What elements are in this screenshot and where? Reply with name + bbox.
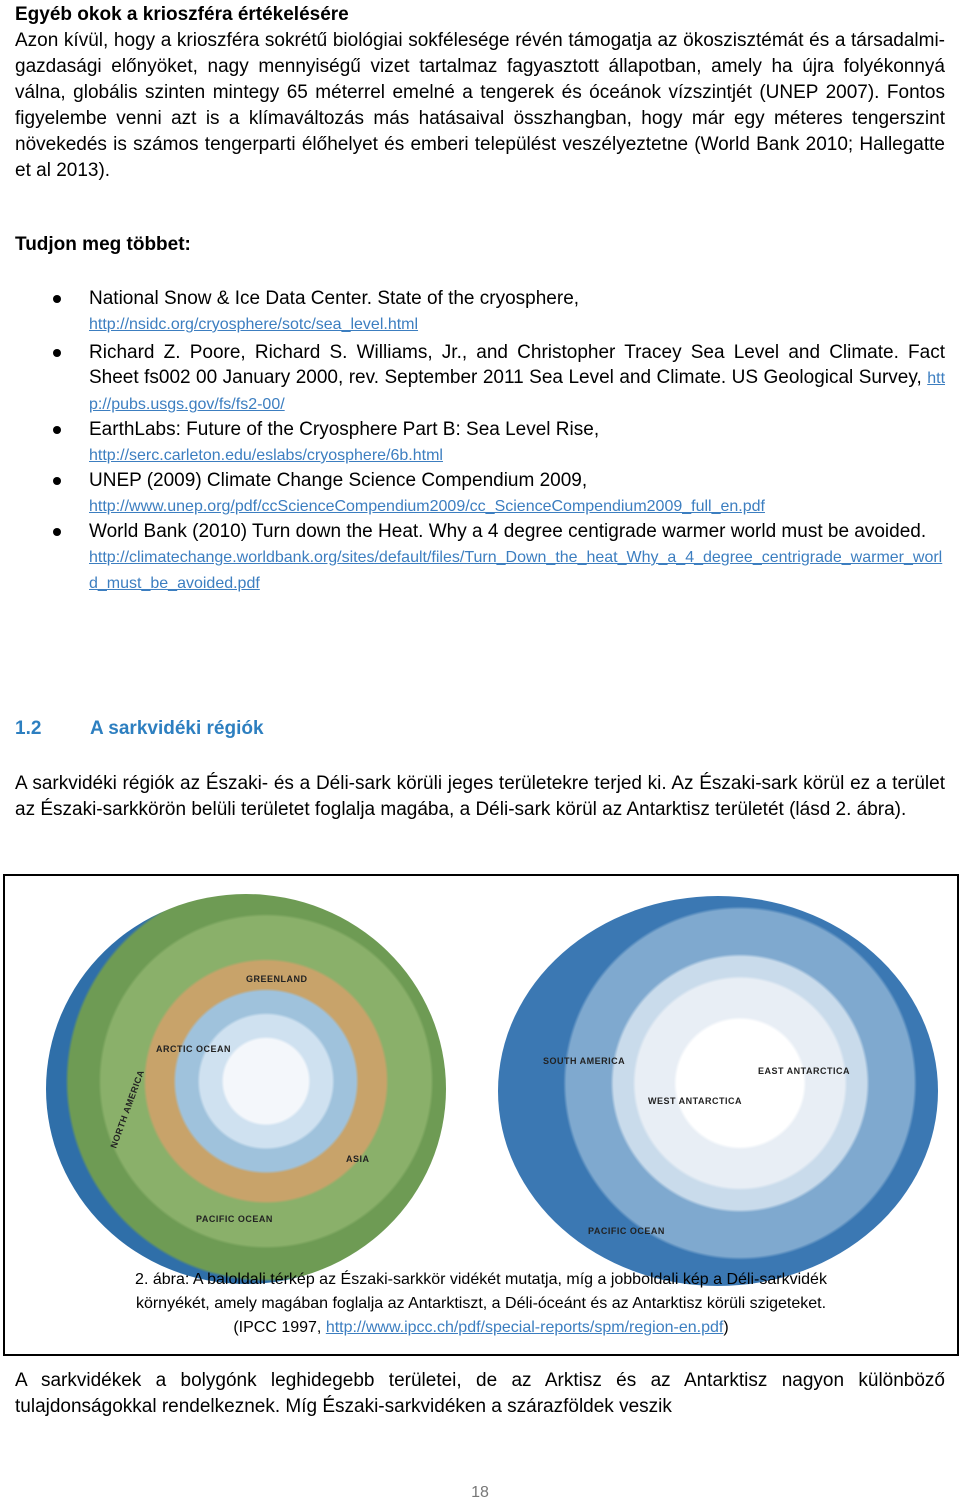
reference-item xyxy=(15,417,945,468)
bullet-icon xyxy=(53,295,61,303)
figure-polar-maps xyxy=(3,874,959,1356)
caption-source-prefix: (IPCC 1997, xyxy=(233,1319,326,1336)
caption-source-suffix: ) xyxy=(723,1319,729,1336)
map-label: EAST ANTARCTICA xyxy=(758,1066,850,1076)
reference-link[interactable]: http://pubs.usgs.gov/fs/fs2-00/ xyxy=(89,370,946,413)
closing-paragraph: A sarkvidékek a bolygónk leghidegebb területei, de az Arktisz és az Antarktisz nagyon különböző tulajdonságokkal rendelkeznek. Míg Északi-sarkvidéken a szárazföldek veszik xyxy=(15,1370,945,1417)
section-heading: Egyéb okok a krioszféra értékelésére xyxy=(15,4,349,25)
reference-item xyxy=(15,468,945,519)
bullet-icon xyxy=(53,349,61,357)
reference-text: UNEP (2009) Climate Change Science Compendium 2009, xyxy=(89,470,588,491)
caption-line: 2. ábra: A baloldali térkép az Északi-sarkkör vidékét mutatja, míg a jobboldali kép a Déli-sarkvidék xyxy=(135,1271,827,1288)
subsection-number: 1.2 xyxy=(15,718,42,739)
map-label: NORTH AMERICA xyxy=(108,1068,147,1150)
reference-item xyxy=(15,519,945,596)
map-label: ASIA xyxy=(346,1154,370,1164)
subsection-title xyxy=(15,718,264,740)
map-label: WEST ANTARCTICA xyxy=(648,1096,742,1106)
figure-caption xyxy=(5,1268,957,1340)
map-label: SOUTH AMERICA xyxy=(543,1056,626,1066)
page-number: 18 xyxy=(471,1484,489,1501)
reference-text: World Bank (2010) Turn down the Heat. Why a 4 degree centigrade warmer world must be avoided. xyxy=(89,521,927,542)
reference-link[interactable]: http://climatechange.worldbank.org/sites/default/files/Turn_Down_the_heat_Why_a_4_degree_centrigrade_warmer_world_must_be_avoided.pdf xyxy=(89,549,943,592)
map-label: ARCTIC OCEAN xyxy=(156,1044,231,1054)
bullet-icon xyxy=(53,477,61,485)
reference-text: Richard Z. Poore, Richard S. Williams, Jr., and Christopher Tracey Sea Level and Climate. Fact Sheet fs002 00 January 2000, rev. September 2011 Sea Level and Climate. US Geological Survey, xyxy=(89,342,945,388)
antarctic-map-image xyxy=(498,896,938,1286)
learn-more-heading: Tudjon meg többet: xyxy=(15,234,191,255)
reference-list xyxy=(15,286,945,596)
reference-text: EarthLabs: Future of the Cryosphere Part B: Sea Level Rise, xyxy=(89,419,600,440)
reference-link[interactable]: http://serc.carleton.edu/eslabs/cryosphere/6b.html xyxy=(89,447,443,464)
caption-source xyxy=(5,1316,957,1340)
section-cryosphere-reasons xyxy=(15,2,945,184)
reference-link[interactable]: http://www.unep.org/pdf/ccScienceCompendium2009/cc_ScienceCompendium2009_full_en.pdf xyxy=(89,498,765,515)
map-label: PACIFIC OCEAN xyxy=(196,1214,273,1224)
caption-link[interactable]: http://www.ipcc.ch/pdf/special-reports/spm/region-en.pdf xyxy=(325,1319,724,1336)
caption-line: környékét, amely magában foglalja az Antarktiszt, a Déli-óceánt és az Antarktisz körüli szigeteket. xyxy=(135,1295,827,1312)
subsection-paragraph: A sarkvidéki régiók az Északi- és a Déli-sark körüli jeges területekre terjed ki. Az Északi-sark körül ez a terület az Északi-sarkkörön belüli területet foglalja magába, a Déli-sark körül az Antarktisz területét (lásd 2. ábra). xyxy=(15,773,945,820)
reference-link[interactable]: http://nsidc.org/cryosphere/sotc/sea_level.html xyxy=(89,316,419,333)
subsection-title-text: A sarkvidéki régiók xyxy=(90,718,264,739)
reference-text: National Snow & Ice Data Center. State of the cryosphere, xyxy=(89,288,580,309)
arctic-map-image xyxy=(46,894,446,1284)
bullet-icon xyxy=(53,426,61,434)
reference-item xyxy=(15,340,945,417)
section-paragraph: Azon kívül, hogy a krioszféra sokrétű biológiai sokfélesége révén támogatja az ökoszisztémát és a társadalmi-gazdasági előnyöket, nagy mennyiségű vizet tartalmaz fagyasztott állapotban, amely ha újra folyékonnyá válna, globális szinten mintegy 65 méterrel emelné a tengerek és óceánok vízszintjét (UNEP 2007). Fontos figyelembe venni azt is a klímaváltozás más hatásaival összhangban, hogy már egy méteres tengerszint növekedés is számos tengerparti élőhelyet és emberi települést veszélyeztetne (World Bank 2010; Hallegatte et al 2013). xyxy=(15,30,945,181)
reference-item xyxy=(15,286,945,337)
map-label: PACIFIC OCEAN xyxy=(588,1226,665,1236)
map-label: GREENLAND xyxy=(246,974,308,984)
bullet-icon xyxy=(53,528,61,536)
